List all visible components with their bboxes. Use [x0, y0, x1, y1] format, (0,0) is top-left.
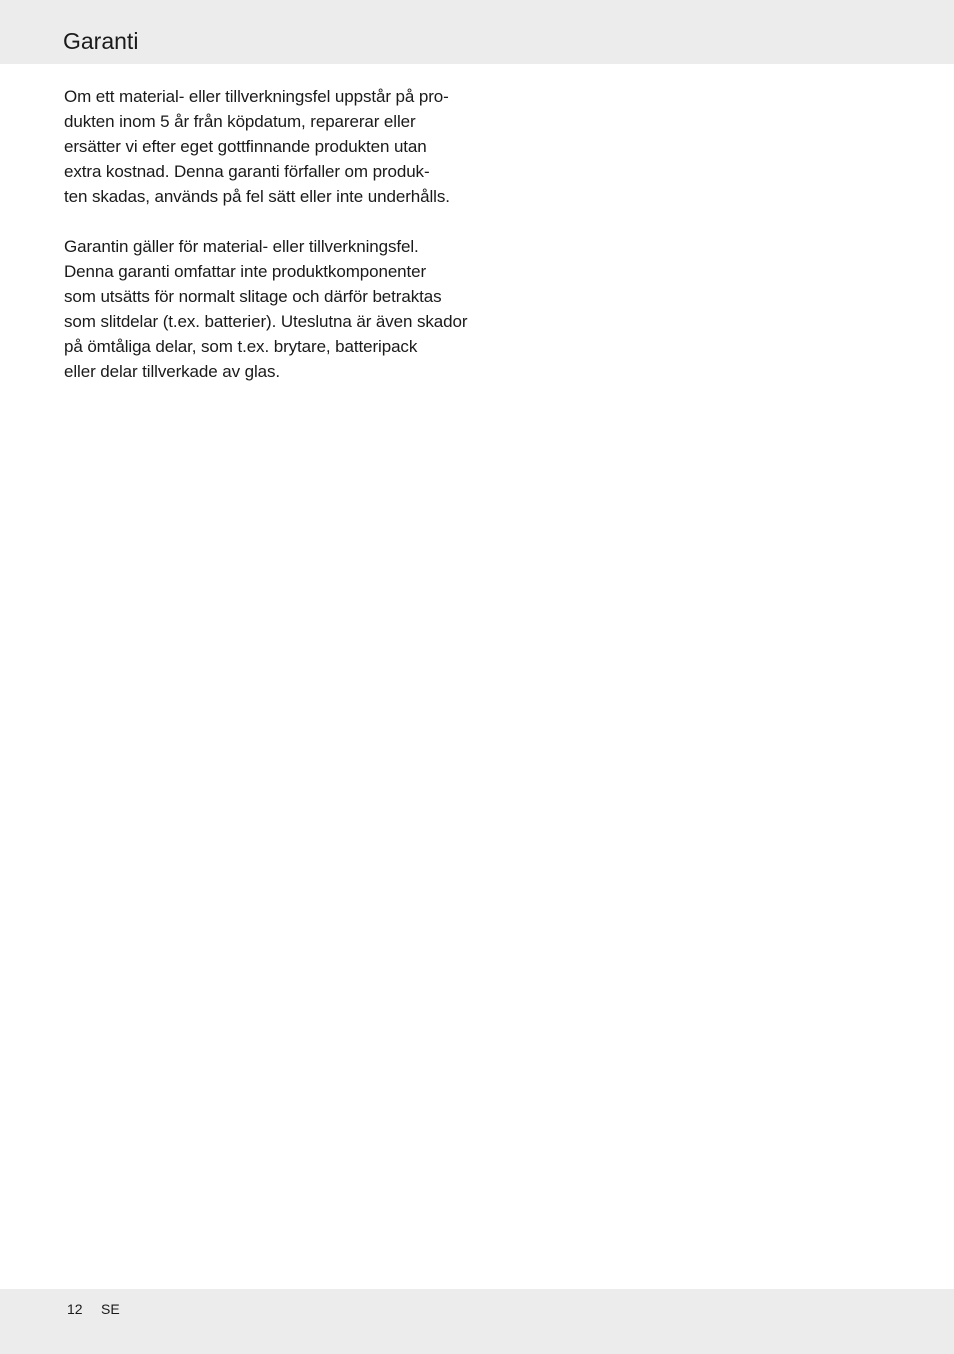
- text-line: eller delar tillverkade av glas.: [64, 362, 281, 381]
- text-line: som slitdelar (t.ex. batterier). Uteslutna är även skador: [64, 312, 468, 331]
- text-line: ersätter vi efter eget gottfinnande produkten utan: [64, 137, 427, 156]
- text-line: dukten inom 5 år från köpdatum, reparerar eller: [64, 112, 416, 131]
- footer-band: [0, 1289, 954, 1354]
- text-line: Om ett material- eller tillverkningsfel uppstår på pro-: [64, 87, 449, 106]
- warranty-text: [64, 84, 474, 384]
- text-line: extra kostnad. Denna garanti förfaller om produk-: [64, 162, 430, 181]
- page-number: 12: [67, 1301, 83, 1317]
- page-title: Garanti: [63, 28, 139, 54]
- text-line: på ömtåliga delar, som t.ex. brytare, batteripack: [64, 337, 418, 356]
- paragraph-warranty-scope: [64, 234, 474, 384]
- header-band: [0, 0, 954, 64]
- text-line: ten skadas, används på fel sätt eller inte underhålls.: [64, 187, 450, 206]
- text-line: Denna garanti omfattar inte produktkomponenter: [64, 262, 427, 281]
- text-line: Garantin gäller för material- eller tillverkningsfel.: [64, 237, 419, 256]
- paragraph-warranty-terms: [64, 84, 474, 209]
- text-line: som utsätts för normalt slitage och därför betraktas: [64, 287, 442, 306]
- language-code: SE: [101, 1301, 120, 1317]
